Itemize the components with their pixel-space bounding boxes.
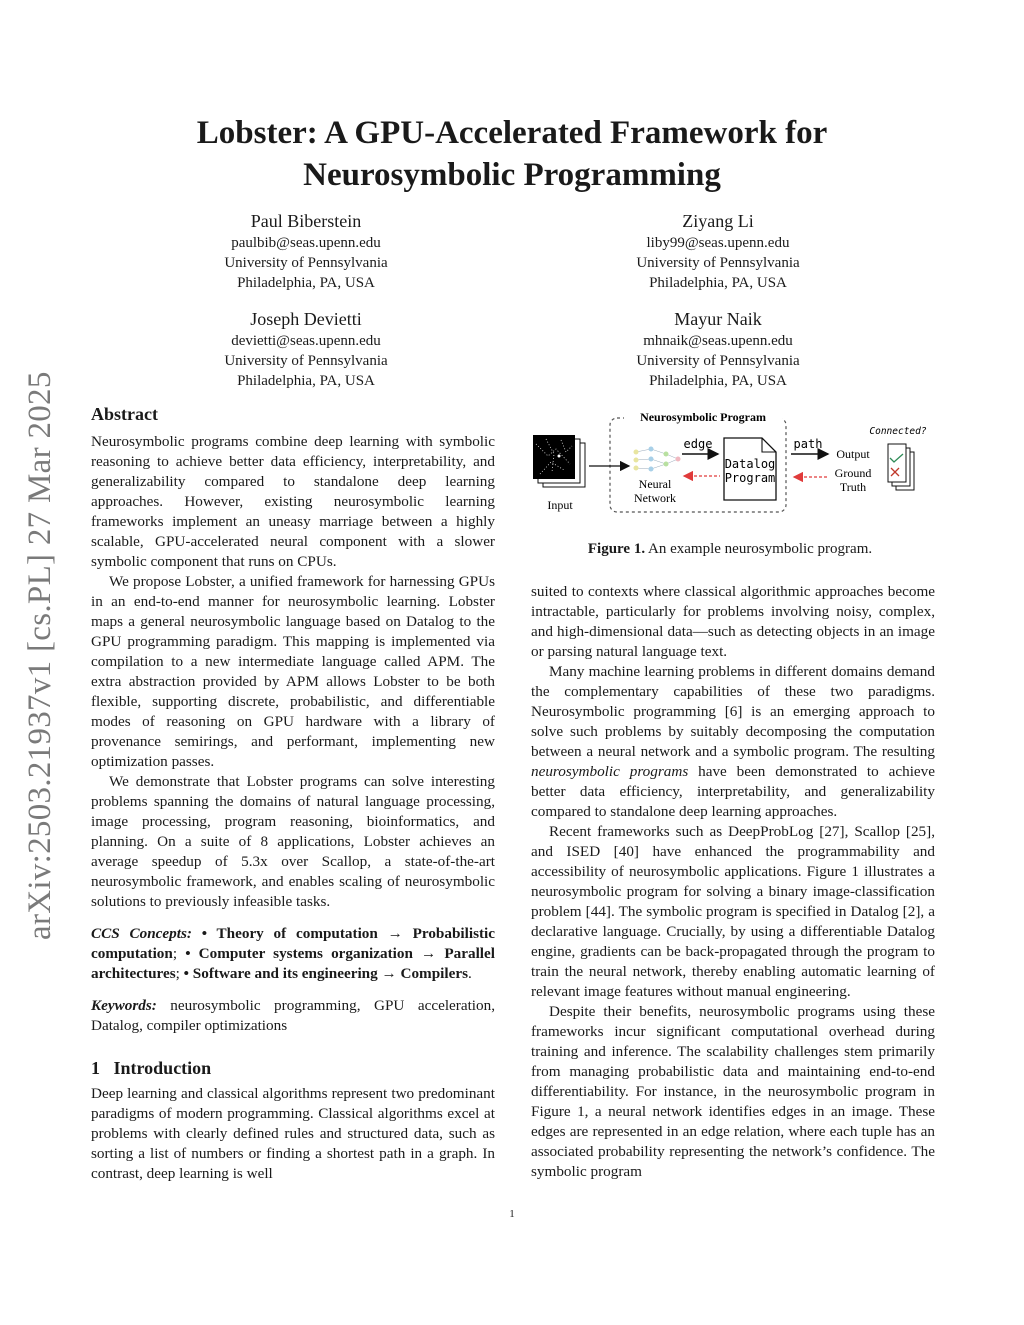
page-number: 1: [509, 1208, 515, 1220]
author-location: Philadelphia, PA, USA: [237, 275, 375, 291]
ground-truth-line-1: Ground: [834, 466, 872, 480]
figure-caption-label: Figure 1.: [587, 541, 646, 557]
author-name: Joseph Devietti: [250, 309, 362, 329]
abstract-paragraph: Neurosymbolic programs combine deep learning with symbolic reasoning to achieve better data efficiency, interpretability, and generalizability compared to standalone deep learning approaches. However, existing neurosymbolic learning frameworks implement an uneasy marriage between a highly scalable, GPU-accelerated neural component with a slower symbolic component that runs on CPUs.: [91, 433, 495, 570]
author-affiliation: University of Pennsylvania: [224, 353, 388, 369]
author-email[interactable]: devietti@seas.upenn.edu: [231, 333, 381, 349]
title-line-1: Lobster: A GPU-Accelerated Framework for: [196, 115, 828, 151]
nn-label-line-1: Neural: [638, 477, 672, 491]
ccs-item: • Computer systems organization → Parallel architectures: [91, 945, 495, 982]
keywords-label: Keywords:: [91, 997, 157, 1014]
emphasis-term: neurosymbolic programs: [531, 763, 689, 780]
intro-paragraph: Despite their benefits, neurosymbolic programs using these frameworks incur significant computational overhead during training and inference. The scalability challenges stem primarily from managing probabilistic data and maintaining end-to-end differentiability. For instance, in the neurosymbolic program in Figure 1, a neural network identifies edges in an image. These edges are represented in an edge relation, where each tuple has an associated probability representing the network’s confidence. The symbolic program: [531, 1003, 935, 1180]
input-label: Input: [547, 498, 573, 512]
author-email[interactable]: mhnaik@seas.upenn.edu: [643, 333, 793, 349]
abstract-heading: Abstract: [91, 404, 158, 424]
figure-caption: [528, 541, 932, 558]
intro-paragraph: [531, 662, 935, 822]
author-affiliation: University of Pennsylvania: [636, 255, 800, 271]
ccs-concepts: CCS Concepts: • Theory of computation → Probabilistic computation; • Computer systems organization → Parallel architectures; • Software and its engineering → Compilers.: [91, 925, 495, 982]
figure-1: [526, 404, 936, 524]
author-name: Paul Biberstein: [250, 211, 362, 231]
section-number: 1: [91, 1058, 100, 1078]
neural-network-icon: [634, 447, 681, 472]
author-block: [588, 210, 848, 293]
right-column: [531, 582, 935, 1182]
author-affiliation: University of Pennsylvania: [636, 353, 800, 369]
keywords: [91, 996, 495, 1036]
intro-text: have been demonstrated to achieve better data efficiency, interpretability, and generalizability compared to standalone deep learning approaches.: [531, 763, 935, 820]
title-line-2: Neurosymbolic Programming: [303, 157, 721, 193]
introduction-heading: [91, 1056, 495, 1080]
author-location: Philadelphia, PA, USA: [649, 373, 787, 389]
author-name: Mayur Naik: [674, 309, 762, 329]
author-email[interactable]: liby99@seas.upenn.edu: [646, 235, 790, 251]
abstract-paragraph: We propose Lobster, a unified framework for harnessing GPUs in an end-to-end manner for neurosymbolic learning. Lobster maps a general neurosymbolic language based on Datalog to the GPU programming paradigm. This mapping is implemented via compilation to a new intermediate language called APM. The extra abstraction provided by APM allows Lobster to be both flexible, supporting discrete, probabilistic, and differentiable modes of reasoning on GPU hardware with a library of provenance semirings, and performant, implementing new optimization passes.: [91, 573, 495, 770]
author-block: [176, 210, 436, 293]
abstract-paragraph: We demonstrate that Lobster programs can solve interesting problems spanning the domains of natural language processing, image processing, program reasoning, bioinformatics, and planning. On a suite of 8 applications, Lobster achieves an average speedup of 5.3x over Scallop, a state-of-the-art neurosymbolic framework, and enables scaling of neurosymbolic solutions to previously infeasible tasks.: [91, 773, 495, 910]
ground-truth-line-2: Truth: [839, 480, 867, 494]
datalog-label-line-2: Program: [724, 471, 776, 485]
author-location: Philadelphia, PA, USA: [649, 275, 787, 291]
ccs-label: CCS Concepts:: [91, 925, 192, 942]
author-location: Philadelphia, PA, USA: [237, 373, 375, 389]
datalog-label-line-1: Datalog: [724, 457, 776, 471]
ccs-item: • Software and its engineering → Compilers: [183, 965, 468, 982]
path-label: path: [793, 437, 823, 451]
author-email[interactable]: paulbib@seas.upenn.edu: [231, 235, 381, 251]
output-label: Output: [836, 447, 870, 461]
intro-paragraph: Recent frameworks such as DeepProbLog [27], Scallop [25], and ISED [40] have enhanced the programmability and accessibility of neurosymbolic applications. Figure 1 illustrates a neurosymbolic program for solving a binary image-classification problem [44]. The symbolic program is specified in Datalog [2], a declarative language. Crucially, by using a differentiable Datalog engine, gradients can be back-propagated through the program to train the neural network, thereby enabling automatic learning of relevant image features without manual engineering.: [531, 823, 935, 1000]
input-image-stack: [533, 435, 585, 487]
intro-paragraph: Deep learning and classical algorithms represent two predominant paradigms of modern programming. Classical algorithms excel at problems with clearly defined rules and structured data, such as sorting a list of numbers or finding a shortest path in a graph. In contrast, deep learning is well: [91, 1085, 495, 1182]
program-box-label: Neurosymbolic Program: [640, 410, 766, 424]
paper-title: [0, 112, 1024, 196]
figure-diagram: [526, 404, 936, 524]
author-block: [588, 308, 848, 391]
label-card-stack: [888, 444, 914, 490]
ccs-item: • Theory of computation → Probabilistic computation: [91, 925, 495, 962]
author-name: Ziyang Li: [682, 211, 754, 231]
author-affiliation: University of Pennsylvania: [224, 255, 388, 271]
nn-label-line-2: Network: [634, 491, 676, 505]
edge-label: edge: [683, 437, 713, 451]
arxiv-identifier-stamp: arXiv:2503.21937v1 [cs.PL] 27 Mar 2025: [22, 371, 58, 940]
left-column: [91, 402, 495, 1184]
intro-paragraph: suited to contexts where classical algorithmic approaches become intractable, particularly for problems involving noisy, complex, and high-dimensional data—such as detecting objects in an image or parsing natural language text.: [531, 583, 935, 660]
intro-text: Many machine learning problems in different domains demand the complementary capabilities of these two paradigms. Neurosymbolic programming [6] is an emerging approach to solve such problems by suitably decomposing the computation between a neural network and a symbolic program. The resulting: [531, 663, 935, 760]
figure-caption-text: An example neurosymbolic program.: [645, 541, 873, 557]
section-title: Introduction: [113, 1058, 212, 1078]
connected-question-label: Connected?: [869, 426, 927, 437]
keywords-text: neurosymbolic programming, GPU acceleration, Datalog, compiler optimizations: [91, 997, 495, 1034]
author-block: [176, 308, 436, 391]
